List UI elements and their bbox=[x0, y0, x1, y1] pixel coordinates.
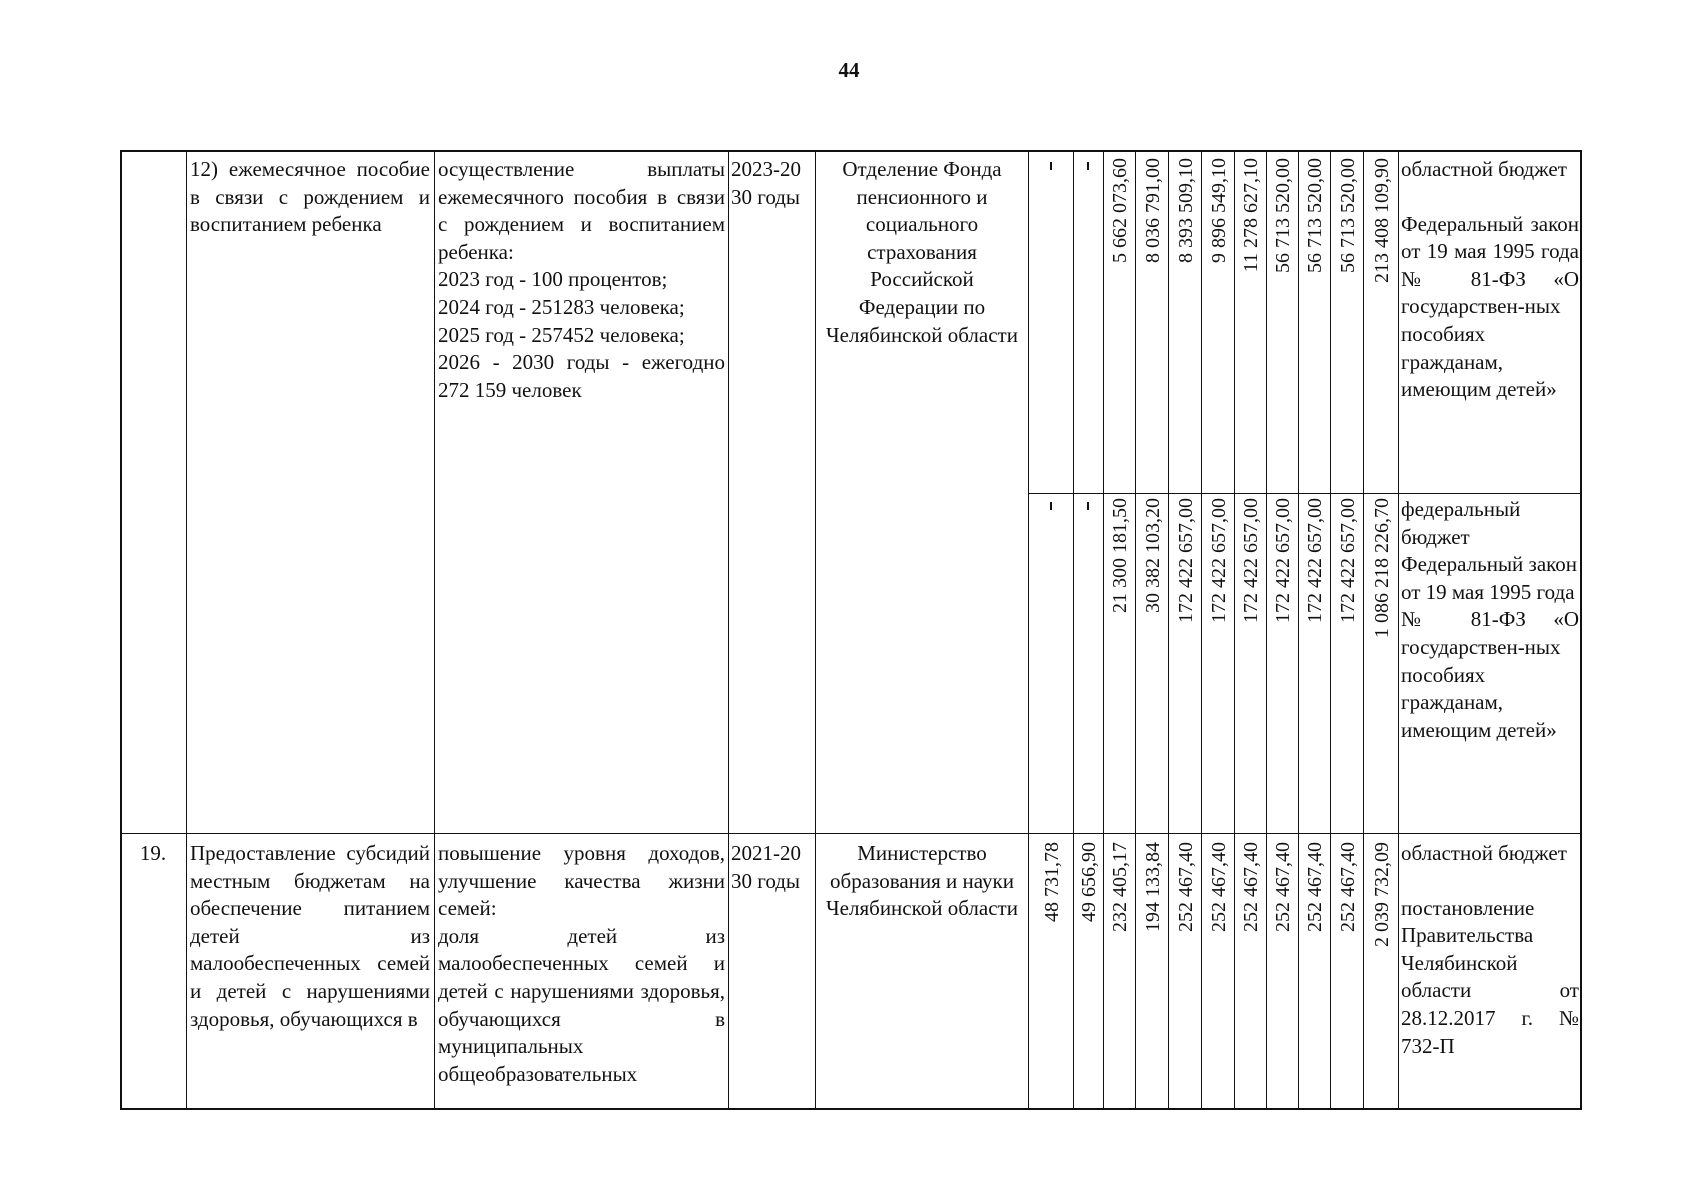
funding-value: 2 039 732,09 bbox=[1370, 842, 1393, 947]
col-line bbox=[1103, 150, 1104, 1110]
funding-value: 11 278 627,10 bbox=[1240, 158, 1262, 273]
executor: Министерство образования и науки Челябинской области bbox=[826, 841, 1018, 921]
funding-value: 172 422 657,00 bbox=[1174, 498, 1197, 623]
result-line: доля детей из малообеспеченных семей и детей с нарушениями здоровья, обучающихся в муниципальных общеобразовательных bbox=[438, 923, 725, 1086]
measure-name-text: 12) ежемесячное пособие в связи с рождением и воспитанием ребенка bbox=[190, 157, 430, 237]
funding-value: 194 133,84 bbox=[1141, 842, 1164, 932]
source-line: Федеральный закон от 19 мая 1995 года № 81-ФЗ «О государствен-ных пособиях гражданам, имеющим детей» bbox=[1401, 211, 1579, 402]
funding-source-oblast bbox=[1401, 156, 1579, 404]
source-line: № 81-ФЗ «О государствен-ных пособиях гражданам, имеющим детей» bbox=[1401, 607, 1579, 742]
source-line: областной бюджет bbox=[1401, 157, 1567, 181]
funding-value: 21 300 181,50 bbox=[1109, 498, 1131, 613]
col-line bbox=[1135, 150, 1136, 1110]
funding-value: 232 405,17 bbox=[1109, 842, 1131, 932]
empty-value-mark bbox=[1050, 162, 1052, 170]
funding-value: 5 662 073,60 bbox=[1109, 158, 1131, 263]
funding-value: 252 467,40 bbox=[1207, 842, 1230, 932]
col-line bbox=[1363, 150, 1364, 1110]
source-line: Федеральный закон bbox=[1401, 552, 1578, 577]
funding-value: 56 713 520,00 bbox=[1304, 158, 1326, 273]
source-line: областной бюджет bbox=[1401, 841, 1567, 865]
funding-value: 56 713 520,00 bbox=[1336, 158, 1359, 273]
result-line: 2025 год - 257452 человека; bbox=[438, 322, 685, 347]
funding-value: 252 467,40 bbox=[1336, 842, 1359, 932]
col-line bbox=[1168, 150, 1169, 1110]
row-number: 19. bbox=[139, 841, 167, 865]
implementation-period: 2021-2030 годы bbox=[731, 841, 801, 893]
empty-value-mark bbox=[1050, 502, 1052, 510]
funding-value: 172 422 657,00 bbox=[1272, 498, 1294, 623]
funding-value: 56 713 520,00 bbox=[1272, 158, 1294, 273]
funding-value: 252 467,40 bbox=[1240, 842, 1262, 932]
funding-value: 252 467,40 bbox=[1272, 842, 1294, 932]
measure-name bbox=[190, 156, 430, 239]
funding-value: 8 036 791,00 bbox=[1141, 158, 1164, 263]
funding-value: 213 408 109,90 bbox=[1370, 158, 1393, 283]
result-line: осуществление выплаты ежемесячного пособия в связи с рождением и воспитанием ребенка: bbox=[438, 157, 725, 264]
col-line bbox=[1266, 150, 1267, 1110]
expected-result bbox=[438, 156, 725, 404]
page-number: 44 bbox=[838, 58, 860, 82]
empty-value-mark bbox=[1087, 162, 1089, 170]
col-line bbox=[1234, 150, 1235, 1110]
measure-name-text: Предоставление субсидий местным бюджетам на обеспечение питанием детей из малообеспеченных семей и детей с нарушениями здоровья, обучающихся в bbox=[190, 841, 430, 1031]
funding-value: 252 467,40 bbox=[1304, 842, 1326, 932]
funding-value: 172 422 657,00 bbox=[1207, 498, 1230, 623]
funding-source-oblast bbox=[1401, 840, 1579, 1060]
funding-value: 30 382 103,20 bbox=[1141, 498, 1164, 613]
funding-source-federal bbox=[1401, 496, 1579, 744]
funding-value: 172 422 657,00 bbox=[1336, 498, 1359, 623]
funding-value: 252 467,40 bbox=[1174, 842, 1197, 932]
col-line bbox=[1298, 150, 1299, 1110]
funding-value: 1 086 218 226,70 bbox=[1370, 498, 1393, 638]
source-line: федеральный бюджет bbox=[1401, 497, 1521, 549]
executor: Отделение Фонда пенсионного и социального страхования Российской Федерации по Челябинской области bbox=[826, 157, 1018, 347]
result-line: 2026 - 2030 годы - ежегодно 272 159 человек bbox=[438, 350, 725, 402]
empty-value-mark bbox=[1087, 502, 1089, 510]
funding-value: 49 656,90 bbox=[1078, 842, 1100, 922]
col-line bbox=[815, 150, 816, 1110]
funding-value: 48 731,78 bbox=[1040, 842, 1063, 922]
col-line bbox=[1201, 150, 1202, 1110]
row-line bbox=[120, 833, 1582, 834]
col-line bbox=[1398, 150, 1399, 1110]
result-line: 2023 год - 100 процентов; bbox=[438, 267, 668, 292]
col-line bbox=[1330, 150, 1331, 1110]
row-line bbox=[1028, 493, 1582, 494]
col-line bbox=[1073, 150, 1074, 1110]
col-line bbox=[728, 150, 729, 1110]
funding-value: 9 896 549,10 bbox=[1207, 158, 1230, 263]
source-line: постановление Правительства Челябинской области от 28.12.2017 г. № 732-П bbox=[1401, 895, 1579, 1058]
result-line: повышение уровня доходов, улучшение качества жизни семей: bbox=[438, 841, 725, 921]
expected-result bbox=[438, 840, 725, 1088]
col-line bbox=[434, 150, 435, 1110]
source-spacer bbox=[1401, 868, 1579, 895]
col-line bbox=[1028, 150, 1029, 1110]
source-spacer bbox=[1401, 184, 1579, 211]
source-line: от 19 мая 1995 года bbox=[1401, 579, 1575, 604]
funding-value: 8 393 509,10 bbox=[1174, 158, 1197, 263]
col-line bbox=[186, 150, 187, 1110]
measure-name bbox=[190, 840, 430, 1033]
funding-value: 172 422 657,00 bbox=[1240, 498, 1262, 623]
implementation-period: 2023-2030 годы bbox=[731, 157, 801, 209]
result-line: 2024 год - 251283 человека; bbox=[438, 294, 685, 319]
funding-value: 172 422 657,00 bbox=[1304, 498, 1326, 623]
